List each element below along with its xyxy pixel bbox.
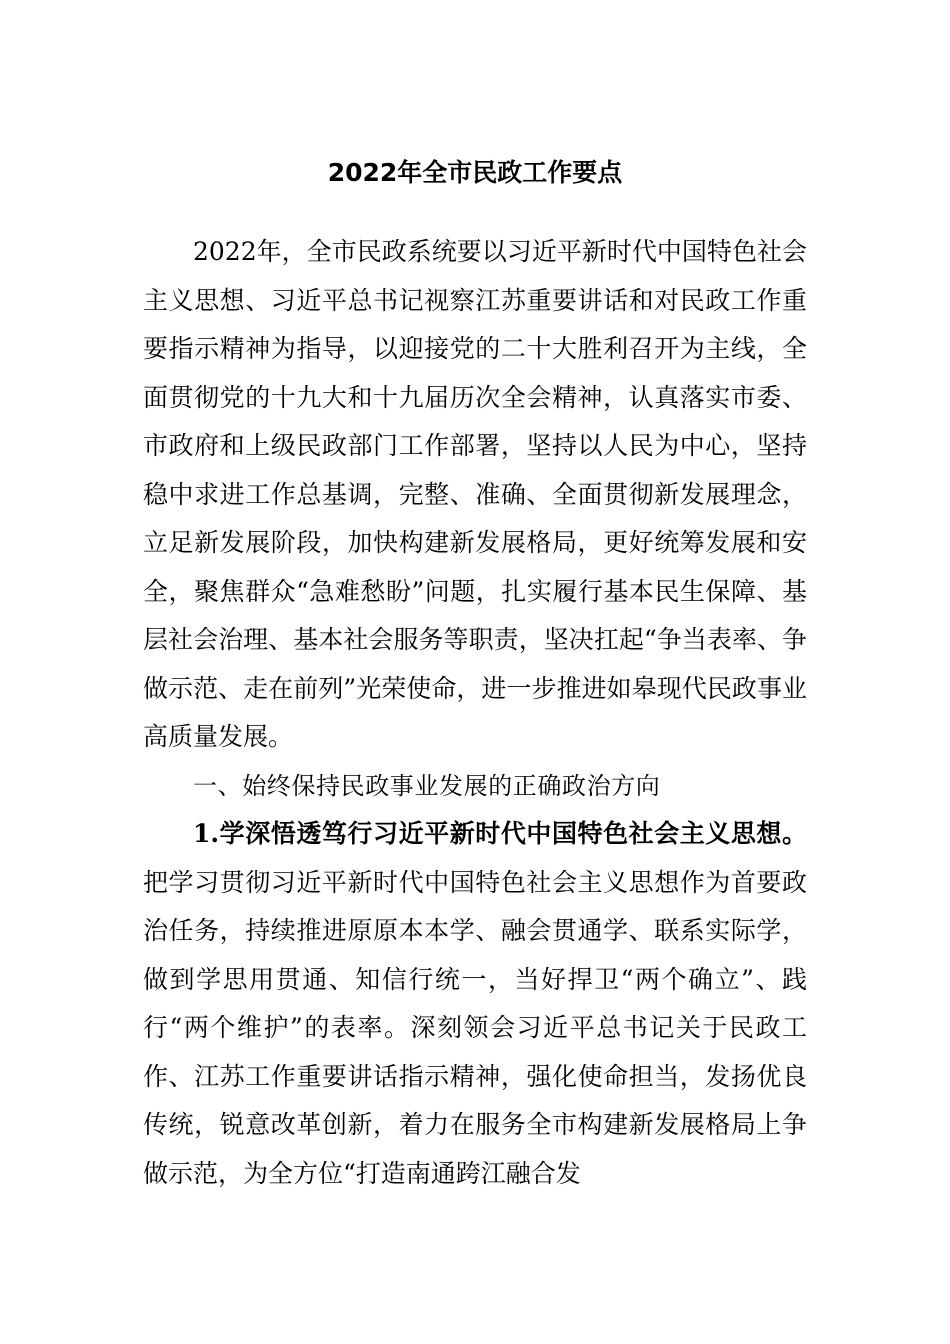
section-heading-1: 一、始终保持民政事业发展的正确政治方向 xyxy=(193,771,661,800)
item-1-paragraph xyxy=(143,810,807,1198)
document-title: 2022年全市民政工作要点 xyxy=(327,158,623,187)
intro-paragraph: 2022年，全市民政系统要以习近平新时代中国特色社会主义思想、习近平总书记视察江苏重要讲话和对民政工作重要指示精神为指导，以迎接党的二十大胜利召开为主线，全面贯彻党的十九大和十九届历次全会精神，认真落实市委、市政府和上级民政部门工作部署，坚持以人民为中心，坚持稳中求进工作总基调，完整、准确、全面贯彻新发展理念，立足新发展阶段，加快构建新发展格局，更好统筹发展和安全，聚焦群众“急难愁盼”问题，扎实履行基本民生保障、基层社会治理、基本社会服务等职责，坚决扛起“争当表率、争做示范、走在前列”光荣使命，进一步推进如皋现代民政事业高质量发展。 xyxy=(143,237,807,751)
item-1-title: 1.学深悟透笃行习近平新时代中国特色社会主义思想。 xyxy=(193,819,807,848)
document-body xyxy=(143,228,807,1198)
item-1-body: 把学习贯彻习近平新时代中国特色社会主义思想作为首要政治任务，持续推进原原本本学、融会贯通学、联系实际学，做到学思用贯通、知信行统一，当好捍卫“两个确立”、践行“两个维护”的表率。深刻领会习近平总书记关于民政工作、江苏工作重要讲话指示精神，强化使命担当，发扬优良传统，锐意改革创新，着力在服务全市构建新发展格局上争做示范，为全方位“打造南通跨江融合发 xyxy=(143,867,807,1188)
